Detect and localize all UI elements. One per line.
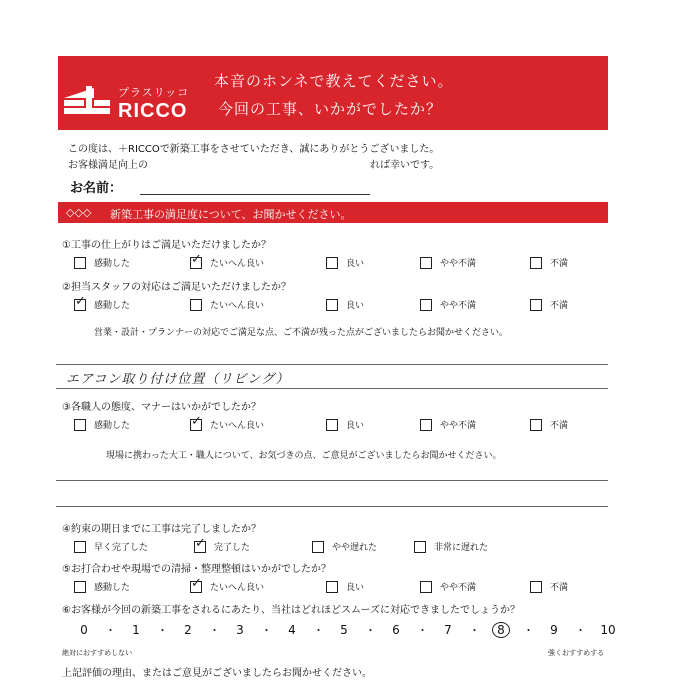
- q2-option-1[interactable]: たいへん良い: [190, 298, 264, 311]
- q5-option-4[interactable]: 不満: [530, 580, 568, 593]
- checkbox[interactable]: [326, 257, 338, 269]
- section-title: 新築工事の満足度について、お聞かせください。: [110, 208, 352, 221]
- section-banner: [58, 202, 608, 223]
- q3-option-3[interactable]: やや不満: [420, 418, 476, 431]
- name-label: お名前：: [70, 181, 123, 196]
- q5-option-3[interactable]: やや不満: [420, 580, 476, 593]
- scale-9[interactable]: 9: [550, 623, 558, 637]
- footer-prompt: 上記評価の理由、またはご意見がございましたらお聞かせください。: [62, 668, 372, 679]
- q3-option-2[interactable]: 良い: [326, 418, 364, 431]
- checkbox-checked[interactable]: [194, 541, 206, 553]
- checkbox[interactable]: [326, 299, 338, 311]
- scale-0[interactable]: 0: [80, 623, 88, 637]
- q1-option-4[interactable]: 不満: [530, 256, 568, 269]
- question-5: ⑤お打合わせや現場での清掃・整理整頓はいかがでしたか？: [62, 564, 331, 575]
- checkbox[interactable]: [420, 299, 432, 311]
- scale-3[interactable]: 3: [236, 623, 244, 637]
- q4-option-2[interactable]: やや遅れた: [312, 540, 377, 553]
- checkbox[interactable]: [326, 581, 338, 593]
- checkbox[interactable]: [420, 581, 432, 593]
- scale-6[interactable]: 6: [392, 623, 400, 637]
- checkbox[interactable]: [530, 419, 542, 431]
- question-6: ⑥お客様が今回の新築工事をされるにあたり、当社はどれほどスムーズに対応できましたでしょうか？: [62, 605, 520, 616]
- checkbox[interactable]: [414, 541, 426, 553]
- question-3: ③各職人の態度、マナーはいかがでしたか？: [62, 402, 261, 413]
- scale-8-selected[interactable]: 8: [492, 622, 510, 638]
- checkbox[interactable]: [420, 257, 432, 269]
- q5-option-2[interactable]: 良い: [326, 580, 364, 593]
- recommend-scale: 0 ・ 1 ・ 2 ・ 3 ・ 4 ・ 5 ・ 6 ・ 7 ・ 8 ・ 9 ・ 10: [76, 622, 618, 638]
- comment-line: [56, 388, 608, 389]
- q3-option-1[interactable]: ✓ たいへん良い: [190, 418, 264, 431]
- checkbox[interactable]: [74, 257, 86, 269]
- checkbox[interactable]: [312, 541, 324, 553]
- section-marks: ◇◇◇: [66, 206, 92, 219]
- checkbox[interactable]: [74, 541, 86, 553]
- scale-5[interactable]: 5: [340, 623, 348, 637]
- checkbox-checked[interactable]: [190, 257, 202, 269]
- question-2: ②担当スタッフの対応はご満足いただけましたか？: [62, 282, 291, 293]
- q2-option-4[interactable]: 不満: [530, 298, 568, 311]
- scale-4[interactable]: 4: [288, 623, 296, 637]
- checkbox[interactable]: [74, 581, 86, 593]
- q2-handwritten-answer: エアコン取り付け位置（リビング）: [66, 372, 290, 387]
- scale-2[interactable]: 2: [184, 623, 192, 637]
- q1-option-2[interactable]: 良い: [326, 256, 364, 269]
- intro-line-2-end: れば幸いです。: [370, 160, 440, 171]
- checkbox[interactable]: [530, 299, 542, 311]
- intro-line-1: この度は、＋RICCOで新築工事をさせていただき、誠にありがとうございました。: [68, 144, 440, 155]
- q4-option-1[interactable]: ✓ 完了した: [194, 540, 250, 553]
- checkbox[interactable]: [530, 257, 542, 269]
- brand-kana: プラスリッコ: [118, 86, 190, 99]
- checkbox[interactable]: [190, 299, 202, 311]
- checkbox-checked[interactable]: [190, 581, 202, 593]
- scale-low-label: 絶対におすすめしない: [62, 649, 133, 657]
- comment-line: [56, 480, 608, 481]
- q5-option-0[interactable]: 感動した: [74, 580, 130, 593]
- scale-7[interactable]: 7: [444, 623, 452, 637]
- checkbox-checked[interactable]: [74, 299, 86, 311]
- q2-option-3[interactable]: やや不満: [420, 298, 476, 311]
- name-field[interactable]: [140, 194, 370, 195]
- q5-option-1[interactable]: ✓ たいへん良い: [190, 580, 264, 593]
- question-4: ④約束の期日までに工事は完了しましたか？: [62, 524, 261, 535]
- q3-option-4[interactable]: 不満: [530, 418, 568, 431]
- scale-10[interactable]: 10: [600, 623, 616, 637]
- checkbox[interactable]: [326, 419, 338, 431]
- comment-line: [56, 506, 608, 507]
- q4-option-0[interactable]: 早く完了した: [74, 540, 148, 553]
- q2-option-0[interactable]: ✓ 感動した: [74, 298, 130, 311]
- header-line-2: 今回の工事、いかがでしたか？: [218, 100, 443, 118]
- brand-name: RICCO: [118, 100, 188, 122]
- q1-option-0[interactable]: 感動した: [74, 256, 130, 269]
- q1-option-3[interactable]: やや不満: [420, 256, 476, 269]
- intro-line-2-start: お客様満足向上の: [68, 160, 148, 171]
- header-line-1: 本音のホンネで教えてください。: [214, 72, 454, 90]
- checkbox-checked[interactable]: [190, 419, 202, 431]
- scale-1[interactable]: 1: [132, 623, 140, 637]
- scale-high-label: 強くおすすめする: [548, 649, 605, 657]
- ricco-logo-icon: [64, 86, 110, 114]
- checkbox[interactable]: [420, 419, 432, 431]
- q3-comment-prompt: 現場に携わった大工・職人について、お気づきの点、ご意見がございましたらお聞かせください。: [106, 451, 502, 461]
- q2-comment-prompt: 営業・設計・プランナーの対応でご満足な点、ご不満が残った点がございましたらお聞かせください。: [94, 328, 509, 338]
- comment-line: [56, 364, 608, 365]
- q1-option-1[interactable]: ✓ たいへん良い: [190, 256, 264, 269]
- checkbox[interactable]: [530, 581, 542, 593]
- q4-option-3[interactable]: 非常に遅れた: [414, 540, 488, 553]
- q2-option-2[interactable]: 良い: [326, 298, 364, 311]
- checkbox[interactable]: [74, 419, 86, 431]
- q3-option-0[interactable]: 感動した: [74, 418, 130, 431]
- question-1: ①工事の仕上がりはご満足いただけましたか？: [62, 240, 271, 251]
